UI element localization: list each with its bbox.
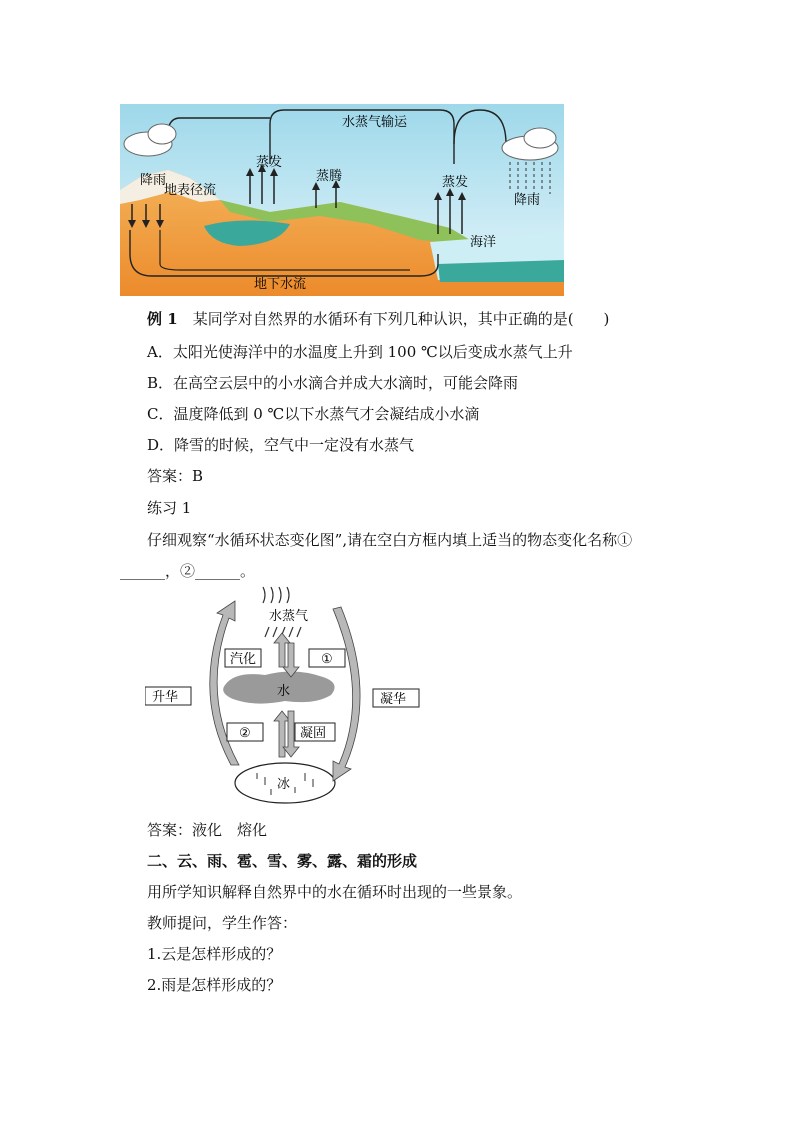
example-1-question bbox=[147, 309, 609, 329]
question-2: 2.雨是怎样形成的？ bbox=[147, 976, 282, 994]
water-cycle-illustration bbox=[120, 104, 564, 296]
label-groundwater: 地下水流 bbox=[254, 277, 307, 292]
practice-1-answer: 答案：液化 熔化 bbox=[147, 821, 268, 839]
question-1: 1.云是怎样形成的？ bbox=[147, 945, 282, 963]
box-deposition: 凝华 bbox=[380, 692, 407, 707]
section-2-intro: 用所学知识解释自然界中的水在循环时出现的一些景象。 bbox=[147, 883, 523, 901]
section-2-prompt: 教师提问，学生作答： bbox=[147, 914, 298, 932]
label-ocean: 海洋 bbox=[470, 235, 497, 250]
label-surface-runoff: 地表径流 bbox=[164, 183, 217, 198]
ice-label: 冰 bbox=[277, 777, 291, 792]
label-evaporation-right: 蒸发 bbox=[442, 175, 469, 190]
label-precipitation-left: 降雨 bbox=[140, 173, 167, 188]
practice-1-question: 仔细观察“水循环状态变化图”,请在空白方框内填上适当的物态变化名称① bbox=[147, 531, 633, 549]
label-vapor-transport: 水蒸气输运 bbox=[342, 115, 408, 130]
box-vaporize: 汽化 bbox=[230, 652, 257, 667]
section-2-title: 二、云、雨、雹、雪、雾、露、霜的形成 bbox=[147, 852, 418, 870]
practice-1-blanks: ______，②______。 bbox=[120, 562, 256, 580]
label-precipitation-right: 降雨 bbox=[514, 193, 541, 208]
box-solidify: 凝固 bbox=[300, 726, 327, 741]
option-c: C．温度降低到 0 ℃以下水蒸气才会凝结成小水滴 bbox=[147, 405, 480, 423]
example-1-heading: 例 1 bbox=[147, 310, 178, 328]
practice-1-heading: 练习 1 bbox=[147, 499, 192, 517]
option-a: A．太阳光使海洋中的水温度上升到 100 ℃以后变成水蒸气上升 bbox=[147, 343, 573, 361]
box-blank-1: ① bbox=[321, 652, 333, 667]
box-sublimation: 升华 bbox=[152, 690, 179, 705]
water-label: 水 bbox=[277, 684, 291, 699]
option-d: D．降雪的时候，空气中一定没有水蒸气 bbox=[147, 436, 415, 454]
example-1-stem: 某同学对自然界的水循环有下列几种认识，其中正确的是( ) bbox=[192, 310, 610, 328]
vapor-label: 水蒸气 bbox=[269, 609, 309, 624]
example-1-answer: 答案：B bbox=[147, 467, 204, 485]
state-change-diagram bbox=[145, 585, 421, 809]
option-b: B．在高空云层中的小水滴合并成大水滴时，可能会降雨 bbox=[147, 374, 519, 392]
label-evaporation-left: 蒸发 bbox=[256, 155, 283, 170]
box-blank-2: ② bbox=[239, 726, 251, 741]
label-transpiration: 蒸腾 bbox=[316, 169, 343, 184]
